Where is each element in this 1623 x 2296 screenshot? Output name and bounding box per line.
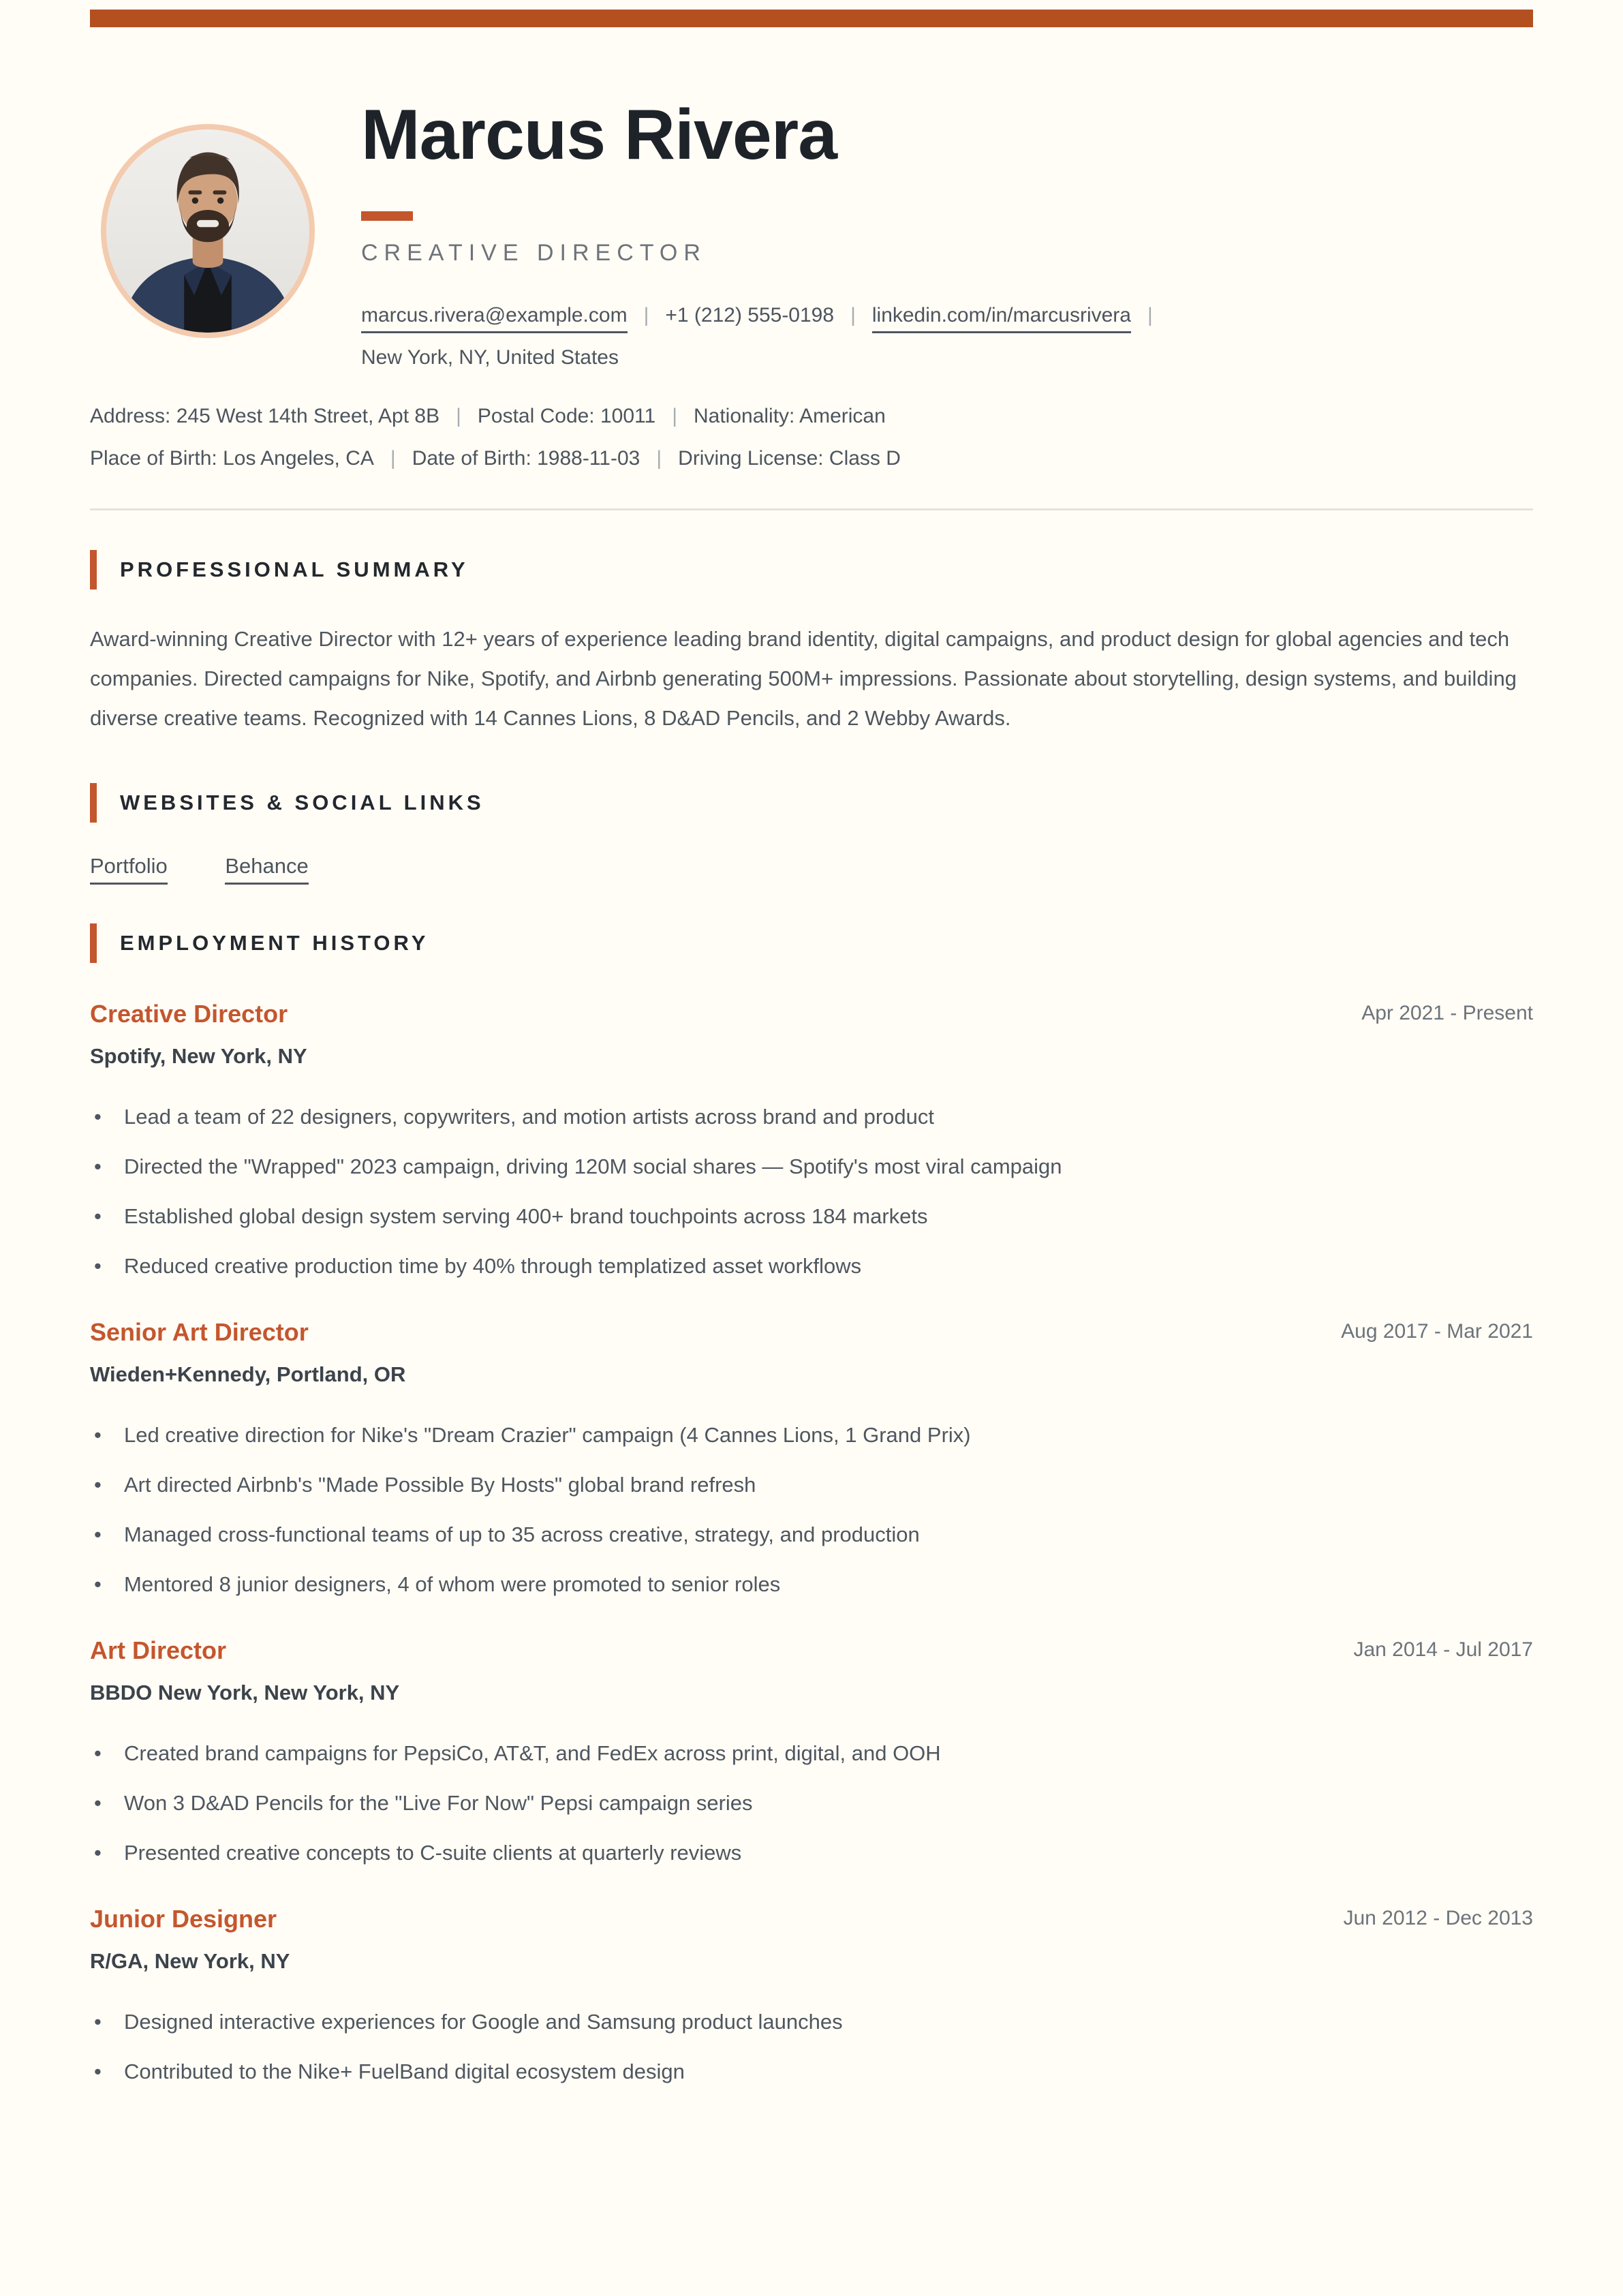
bullet-dot: • xyxy=(94,2010,102,2034)
address-text: Address: 245 West 14th Street, Apt 8B xyxy=(90,405,440,427)
job-header xyxy=(90,1000,1533,1028)
section-professional-summary xyxy=(90,550,1533,738)
bullet-dot: • xyxy=(94,1254,102,1278)
profile-photo xyxy=(101,124,315,338)
headline: CREATIVE DIRECTOR xyxy=(361,240,707,266)
job-header xyxy=(90,1318,1533,1347)
hero-header xyxy=(361,97,837,266)
accent-underline xyxy=(361,211,413,221)
job-bullet xyxy=(90,1838,1533,1868)
job-company: R/GA, New York, NY xyxy=(90,1949,290,1973)
job-bullet-text: Contributed to the Nike+ FuelBand digital ecosystem design xyxy=(124,2060,685,2083)
top-accent-bar xyxy=(90,10,1533,27)
behance-link[interactable]: Behance xyxy=(225,854,308,885)
bullet-dot: • xyxy=(94,1522,102,1546)
job-company: Spotify, New York, NY xyxy=(90,1044,307,1068)
phone-text: +1 (212) 555-0198 xyxy=(665,304,835,326)
section-title: PROFESSIONAL SUMMARY xyxy=(120,557,469,581)
separator: | xyxy=(672,405,677,427)
birth-date-text: Date of Birth: 1988-11-03 xyxy=(412,447,640,470)
section-heading xyxy=(90,550,1533,590)
job-header xyxy=(90,1905,1533,1933)
job-dates: Jun 2012 - Dec 2013 xyxy=(1343,1907,1533,1929)
job-bullet xyxy=(90,1520,1533,1550)
birth-place-text: Place of Birth: Los Angeles, CA xyxy=(90,447,374,470)
social-links-row xyxy=(90,854,1533,878)
job-bullet-list xyxy=(90,1420,1533,1599)
job-bullet-text: Directed the "Wrapped" 2023 campaign, driving 120M social shares — Spotify's most viral campaign xyxy=(124,1154,1062,1178)
profile-photo-illustration xyxy=(106,129,309,333)
job-title: Creative Director xyxy=(90,1000,288,1028)
postal-code-text: Postal Code: 10011 xyxy=(477,405,656,427)
contact-block xyxy=(361,300,1169,373)
job-bullet xyxy=(90,2057,1533,2087)
job-bullet-text: Established global design system serving 400+ brand touchpoints across 184 markets xyxy=(124,1204,928,1228)
section-accent-bar xyxy=(90,783,97,823)
bullet-dot: • xyxy=(94,2060,102,2083)
job-dates: Aug 2017 - Mar 2021 xyxy=(1341,1320,1533,1343)
job-bullet xyxy=(90,1102,1533,1132)
job-title: Senior Art Director xyxy=(90,1318,309,1346)
section-accent-bar xyxy=(90,923,97,963)
job-bullet-text: Managed cross-functional teams of up to 35 across creative, strategy, and production xyxy=(124,1522,920,1546)
job-bullet xyxy=(90,2007,1533,2037)
job-bullet xyxy=(90,1251,1533,1281)
job-entry xyxy=(90,1318,1533,1599)
job-bullet-text: Led creative direction for Nike's "Dream Crazier" campaign (4 Cannes Lions, 1 Grand Prix) xyxy=(124,1423,971,1447)
separator: | xyxy=(643,304,649,326)
separator: | xyxy=(850,304,856,326)
summary-text: Award-winning Creative Director with 12+ years of experience leading brand identity, digital campaigns, and product design for global agencies and tech companies. Directed campaigns for Nike, Spotify, and Airbnb generating 500M+ impressions. Passionate about storytelling, design systems, and building diverse creative teams. Recognized with 14 Cannes Lions, 8 D&AD Pencils, and 2 Webby Awards. xyxy=(90,627,1517,730)
bullet-dot: • xyxy=(94,1423,102,1447)
bullet-dot: • xyxy=(94,1572,102,1596)
contact-row xyxy=(361,300,1169,331)
job-bullet-text: Designed interactive experiences for Google and Samsung product launches xyxy=(124,2010,843,2034)
job-bullet-text: Created brand campaigns for PepsiCo, AT&T, and FedEx across print, digital, and OOH xyxy=(124,1741,941,1765)
job-company: Wieden+Kennedy, Portland, OR xyxy=(90,1362,406,1386)
job-company: BBDO New York, New York, NY xyxy=(90,1681,400,1704)
separator: | xyxy=(656,447,662,470)
job-entry xyxy=(90,1000,1533,1281)
separator: | xyxy=(1147,304,1153,326)
section-employment-history xyxy=(90,923,1533,2087)
job-bullet-list xyxy=(90,1739,1533,1868)
portfolio-link[interactable]: Portfolio xyxy=(90,854,168,885)
driving-license-text: Driving License: Class D xyxy=(678,447,901,470)
job-bullet xyxy=(90,1470,1533,1500)
job-bullet xyxy=(90,1201,1533,1231)
bullet-dot: • xyxy=(94,1841,102,1865)
personal-details xyxy=(90,402,901,473)
job-entry xyxy=(90,1636,1533,1868)
job-dates: Jan 2014 - Jul 2017 xyxy=(1353,1638,1533,1661)
bullet-dot: • xyxy=(94,1204,102,1228)
job-bullet-text: Mentored 8 junior designers, 4 of whom were promoted to senior roles xyxy=(124,1572,781,1596)
job-bullet xyxy=(90,1739,1533,1769)
job-bullet-text: Presented creative concepts to C-suite clients at quarterly reviews xyxy=(124,1841,742,1865)
bullet-dot: • xyxy=(94,1473,102,1497)
bullet-dot: • xyxy=(94,1791,102,1815)
job-bullet-text: Lead a team of 22 designers, copywriters, and motion artists across brand and product xyxy=(124,1105,934,1129)
details-row xyxy=(90,402,901,431)
job-bullet xyxy=(90,1420,1533,1450)
bullet-dot: • xyxy=(94,1105,102,1129)
main-content xyxy=(90,508,1533,2107)
job-bullet xyxy=(90,1788,1533,1818)
job-bullet-list xyxy=(90,1102,1533,1281)
job-title: Art Director xyxy=(90,1636,227,1664)
email-link[interactable]: marcus.rivera@example.com xyxy=(361,304,628,333)
job-entry xyxy=(90,1905,1533,2087)
job-bullet xyxy=(90,1152,1533,1182)
job-bullet-text: Won 3 D&AD Pencils for the "Live For Now" Pepsi campaign series xyxy=(124,1791,753,1815)
section-title: WEBSITES & SOCIAL LINKS xyxy=(120,791,484,814)
bullet-dot: • xyxy=(94,1154,102,1178)
job-bullet-text: Art directed Airbnb's "Made Possible By Hosts" global brand refresh xyxy=(124,1473,756,1497)
nationality-text: Nationality: American xyxy=(693,405,886,427)
section-title: EMPLOYMENT HISTORY xyxy=(120,931,429,955)
bullet-dot: • xyxy=(94,1741,102,1765)
job-dates: Apr 2021 - Present xyxy=(1361,1002,1533,1024)
details-row xyxy=(90,444,901,473)
job-header xyxy=(90,1636,1533,1665)
location-text: New York, NY, United States xyxy=(361,346,619,369)
job-bullet-list xyxy=(90,2007,1533,2087)
section-accent-bar xyxy=(90,550,97,590)
job-bullet-text: Reduced creative production time by 40% through templatized asset workflows xyxy=(124,1254,862,1278)
header-divider xyxy=(90,508,1533,510)
section-websites-social-links xyxy=(90,783,1533,878)
job-bullet xyxy=(90,1570,1533,1599)
separator: | xyxy=(456,405,461,427)
page-title: Marcus Rivera xyxy=(361,95,837,174)
job-title: Junior Designer xyxy=(90,1905,277,1933)
section-heading xyxy=(90,923,1533,963)
section-heading xyxy=(90,783,1533,823)
separator: | xyxy=(390,447,396,470)
linkedin-link[interactable]: linkedin.com/in/marcusrivera xyxy=(872,304,1131,333)
